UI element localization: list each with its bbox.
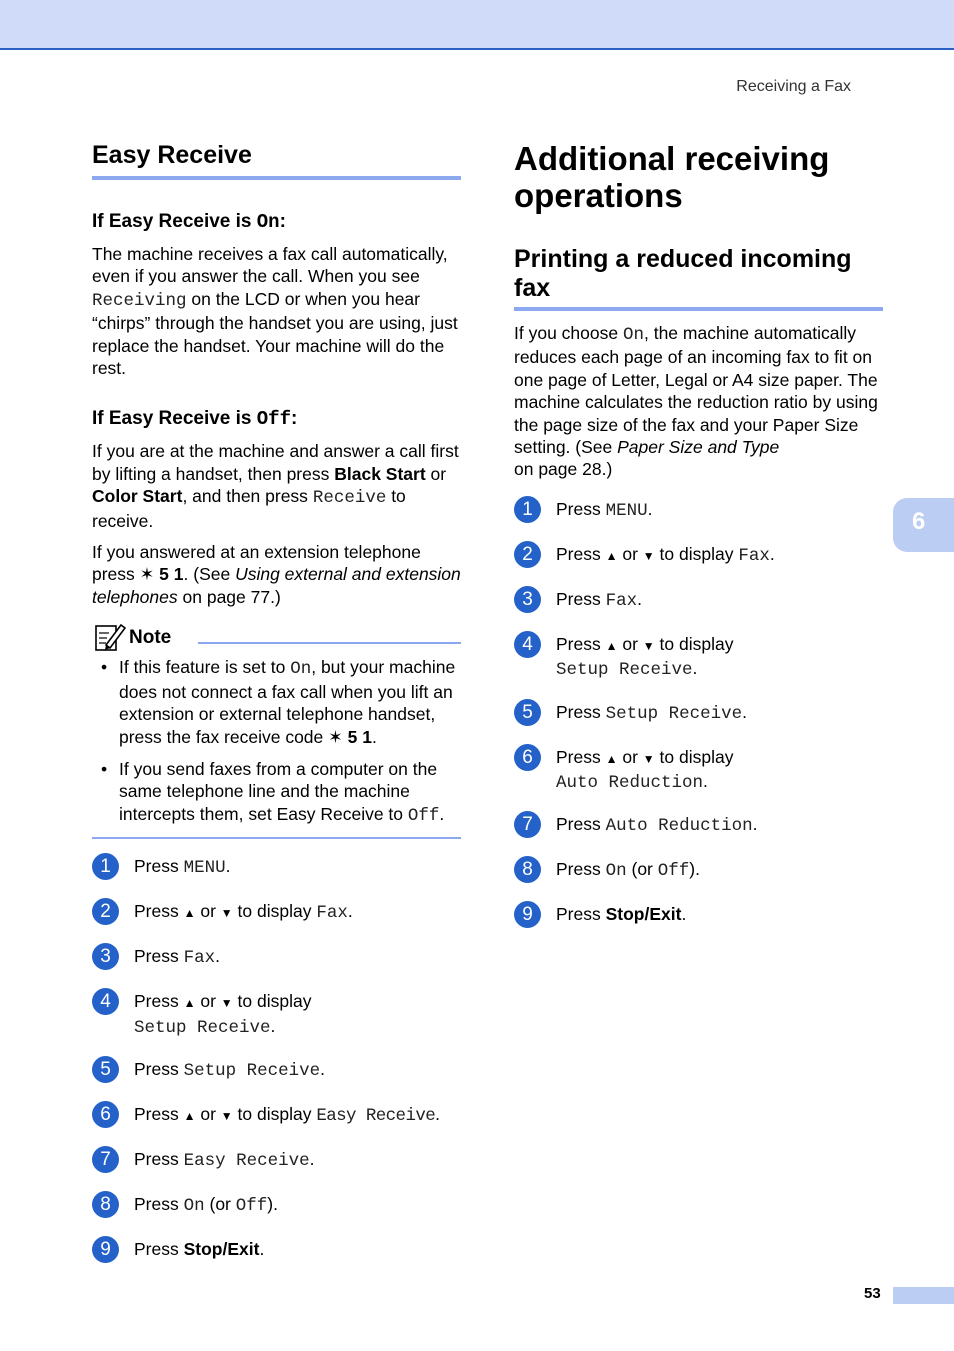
chapter-number: 6 bbox=[912, 508, 926, 535]
note-item: • If you send faxes from a computer on the same telephone line and the machine intercepts them, set Easy Receive to Off. bbox=[101, 758, 445, 826]
running-head: Receiving a Fax bbox=[736, 78, 851, 95]
down-arrow-icon: ▼ bbox=[220, 1108, 233, 1123]
note-bottom-rule bbox=[92, 837, 461, 839]
paragraph-easy-receive-off: If you are at the machine and answer a call first by lifting a handset, then press Black Start or Color Start, and then press Receive to receive. bbox=[92, 441, 459, 531]
steps-reduced-fax bbox=[514, 498, 883, 930]
up-arrow-icon: ▲ bbox=[605, 751, 618, 766]
left-column bbox=[92, 140, 461, 1264]
step-3: 3 Press Fax. bbox=[514, 588, 883, 614]
section-title-reduced-fax: Printing a reduced incoming fax bbox=[514, 245, 883, 311]
step-1: 1 Press MENU. bbox=[92, 855, 461, 881]
note-divider bbox=[198, 642, 461, 644]
down-arrow-icon: ▼ bbox=[220, 996, 233, 1011]
step-4: 4 Press ▲ or ▼ to display Setup Receive. bbox=[92, 990, 461, 1039]
down-arrow-icon: ▼ bbox=[642, 638, 655, 653]
down-arrow-icon: ▼ bbox=[642, 751, 655, 766]
paragraph-easy-receive-on: The machine receives a fax call automatically, even if you answer the call. When you see Receiving on the LCD or when you hear “chirps” through the handset you are using, just replace the handset. Your machine will do the rest. bbox=[92, 244, 458, 379]
step-9: 9 Press Stop/Exit. bbox=[92, 1238, 461, 1264]
page-title: Additional receiving operations bbox=[514, 140, 830, 214]
note-list bbox=[92, 656, 461, 827]
step-7: 7 Press Easy Receive. bbox=[92, 1148, 461, 1174]
steps-easy-receive bbox=[92, 855, 461, 1264]
step-8: 8 Press On (or Off). bbox=[92, 1193, 461, 1219]
footer-bar bbox=[893, 1287, 954, 1304]
step-3: 3 Press Fax. bbox=[92, 945, 461, 971]
step-2: 2 Press ▲ or ▼ to display Fax. bbox=[92, 900, 461, 926]
note-pencil-icon bbox=[94, 622, 126, 652]
right-column bbox=[514, 140, 883, 929]
step-8: 8 Press On (or Off). bbox=[514, 858, 883, 884]
step-5: 5 Press Setup Receive. bbox=[92, 1058, 461, 1084]
step-4: 4 Press ▲ or ▼ to display Setup Receive. bbox=[514, 633, 883, 682]
up-arrow-icon: ▲ bbox=[605, 638, 618, 653]
step-5: 5 Press Setup Receive. bbox=[514, 701, 883, 727]
heading-easy-receive-on: If Easy Receive is On: bbox=[92, 211, 286, 233]
note-box bbox=[92, 622, 461, 839]
paragraph-extension-telephone: If you answered at an extension telephone press ✶ 5 1. (See Using external and extension telephones on page 77.) bbox=[92, 542, 461, 607]
section-title-easy-receive: Easy Receive bbox=[92, 140, 461, 180]
paragraph-reduced-fax: If you choose On, the machine automatically reduces each page of an incoming fax to fit on one page of Letter, Legal or A4 size paper. The machine calculates the reduction ratio by using the page size of the fax and your Paper Size setting. (See Paper Size and Type on page 28.) bbox=[514, 323, 878, 480]
up-arrow-icon: ▲ bbox=[183, 906, 196, 921]
step-6: 6 Press ▲ or ▼ to display Auto Reduction. bbox=[514, 746, 883, 795]
step-2: 2 Press ▲ or ▼ to display Fax. bbox=[514, 543, 883, 569]
heading-easy-receive-off: If Easy Receive is Off: bbox=[92, 408, 298, 431]
step-9: 9 Press Stop/Exit. bbox=[514, 903, 883, 929]
step-7: 7 Press Auto Reduction. bbox=[514, 813, 883, 839]
chapter-tab bbox=[893, 498, 954, 552]
up-arrow-icon: ▲ bbox=[183, 1108, 196, 1123]
down-arrow-icon: ▼ bbox=[642, 548, 655, 563]
note-item: • If this feature is set to On, but your machine does not connect a fax call when you lift an extension or external telephone handset, press the fax receive code ✶ 5 1. bbox=[101, 657, 456, 747]
step-1: 1 Press MENU. bbox=[514, 498, 883, 524]
note-label: Note bbox=[129, 627, 172, 649]
step-6: 6 Press ▲ or ▼ to display Easy Receive. bbox=[92, 1103, 461, 1129]
up-arrow-icon: ▲ bbox=[183, 996, 196, 1011]
header-band bbox=[0, 0, 954, 50]
page-number: 53 bbox=[864, 1285, 881, 1302]
down-arrow-icon: ▼ bbox=[220, 906, 233, 921]
up-arrow-icon: ▲ bbox=[605, 548, 618, 563]
